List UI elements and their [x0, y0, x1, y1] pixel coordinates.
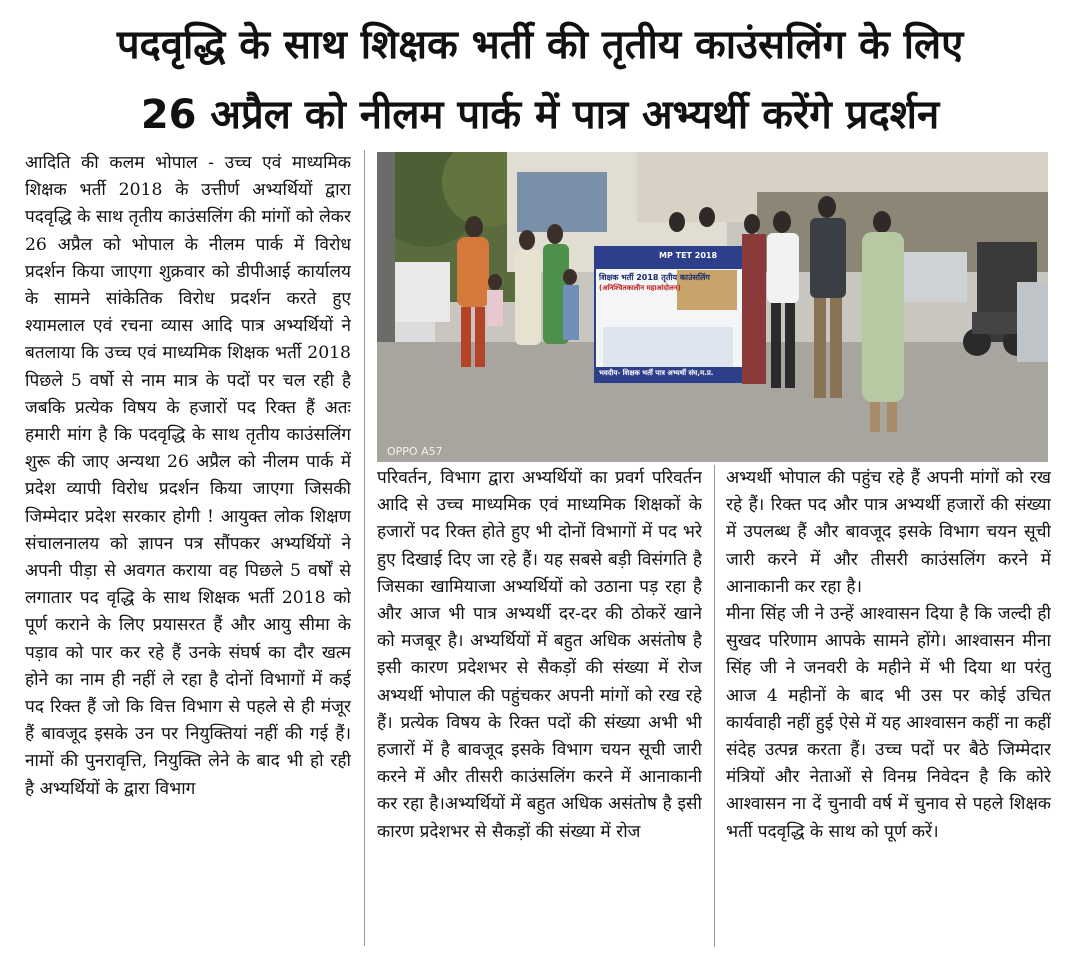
headline	[0, 14, 1080, 146]
protest-photo-illustration	[377, 152, 1048, 462]
column-3-paragraph-2: मीना सिंह जी ने उन्हें आश्वासन दिया है कि जल्दी ही सुखद परिणाम आपके सामने होंगे। आश्वासन मीना सिंह जी ने जनवरी के महीने में भी दिया था परंतु आज 4 महीनों के बाद भी उस पर कोई उचित कार्यवाही नहीं हुई ऐसे में यह आश्वासन कहीं ना कहीं संदेह उत्पन्न करता हैं। उच्च पदों पर बैठे जिम्मेदार मंत्रियों और नेताओं से विनम्र निवेदन है कि कोरे आश्वासन ना दें चुनावी वर्ष में चुनाव से पहले शिक्षक भर्ती पदवृद्धि के साथ को पूर्ण करें।	[726, 604, 1051, 842]
column-2-text: परिवर्तन, विभाग द्वारा अभ्यर्थियों का प्रवर्ग परिवर्तन आदि से उच्च माध्यमिक एवं माध्यमिक शिक्षकों के हजारों पद रिक्त होते हुए भी दोनों विभागों में पद भरे हुए दिखाई दिए जा रहे हैं। यह सबसे बड़ी विसंगति है जिसका खामियाजा अभ्यर्थियों को उठाना पड़ रहा है और आज भी पात्र अभ्यर्थी दर-दर की ठोकरें खाने को मजबूर है। अभ्यर्थियों में बहुत अधिक असंतोष है इसी कारण प्रदेशभर से सैकड़ों की संख्या में रोज अभ्यर्थी भोपाल की पहुंचकर अपनी मांगों को रख रहे हैं। प्रत्येक विषय के रिक्त पदों की संख्या अभी भी हजारों में है बावजूद इसके विभाग चयन सूची जारी करने में और तीसरी काउंसलिंग करने में आनाकानी कर रहा है।अभ्यर्थियों में बहुत अधिक असंतोष है इसी कारण प्रदेशभर से सैकड़ों की संख्या में रोज	[377, 468, 702, 842]
article-column-1	[25, 150, 351, 945]
banner-subtitle: (अनिश्चितकालीन महाआंदोलन)	[599, 284, 681, 292]
column-1-text: आदिति की कलम भोपाल - उच्च एवं माध्यमिक शिक्षक भर्ती 2018 के उत्तीर्ण अभ्यर्थियों द्वारा पदवृद्धि के साथ तृतीय काउंसलिंग की मांगों को लेकर 26 अप्रैल को भोपाल के नीलम पार्क में विरोध प्रदर्शन किया जाएगा शुक्रवार को डीपीआई कार्यालय के सामने सांकेतिक विरोध प्रदर्शन करते हुए श्यामलाल एवं रचना व्यास आदि पात्र अभ्यर्थियों ने बतलाया कि उच्च एवं माध्यमिक शिक्षक भर्ती 2018 पिछले 5 वर्षो से नाम मात्र के पदों पर चल रही है जबकि प्रत्येक विषय के हजारों पद रिक्त हैं अतः हमारी मांग है कि पदवृद्धि के साथ तृतीय काउंसलिंग शुरू की जाए अन्यथा 26 अप्रैल को नीलम पार्क में प्रदेश व्यापी विरोध प्रदर्शन किया जाएगा जिसकी जिम्मेदार प्रदेश सरकार होगी ! आयुक्त लोक शिक्षण संचालनालय को ज्ञापन पत्र सौंपकर अभ्यर्थियों ने अपनी पीड़ा से अवगत कराया वह पिछले 5 वर्षों से लगातार पद वृद्धि के साथ शिक्षक भर्ती 2018 को पूर्ण कराने के लिए प्रयासरत हैं और आयु सीमा के पड़ाव को पार कर रहे हैं उनके संघर्ष का दौर खत्म होने का नाम ही नहीं ले रहा है दोनों विभागों में कई पद रिक्त हैं जो कि वित्त विभाग से पहले से ही मंजूर हैं बावजूद इसके उन पर नियुक्तियां नहीं की गई हैं। नामों की पुनरावृत्ति, नियुक्ति लेने के बाद भी हो रही है अभ्यर्थियों के द्वारा विभाग	[25, 153, 351, 799]
article-column-2	[377, 465, 702, 947]
banner-footer: भवदीय- शिक्षक भर्ती पात्र अभ्यर्थी संघ,म.प्र.	[599, 369, 714, 377]
banner-tag: MP TET 2018	[659, 251, 718, 260]
article-column-3	[726, 465, 1051, 947]
column-3-paragraph-1: अभ्यर्थी भोपाल की पहुंच रहे हैं अपनी मांगों को रख रहे हैं। रिक्त पद और पात्र अभ्यर्थी हजारों की संख्या में उपलब्ध हैं और बावजूद इसके विभाग चयन सूची जारी करने में और तीसरी काउंसलिंग करने में आनाकानी कर रहा है।	[726, 468, 1051, 597]
headline-line-2: 26 अप्रैल को नीलम पार्क में पात्र अभ्यर्थी करेंगे प्रदर्शन	[140, 92, 940, 138]
column-divider-2	[714, 465, 715, 947]
headline-line-1: पदवृद्धि के साथ शिक्षक भर्ती की तृतीय काउंसलिंग के लिए	[116, 22, 964, 68]
news-photo	[377, 152, 1048, 462]
banner-title: शिक्षक भर्ती 2018 तृतीय काउंसलिंग	[599, 273, 710, 282]
camera-watermark: OPPO A57	[387, 445, 443, 458]
column-divider-1	[364, 150, 365, 946]
